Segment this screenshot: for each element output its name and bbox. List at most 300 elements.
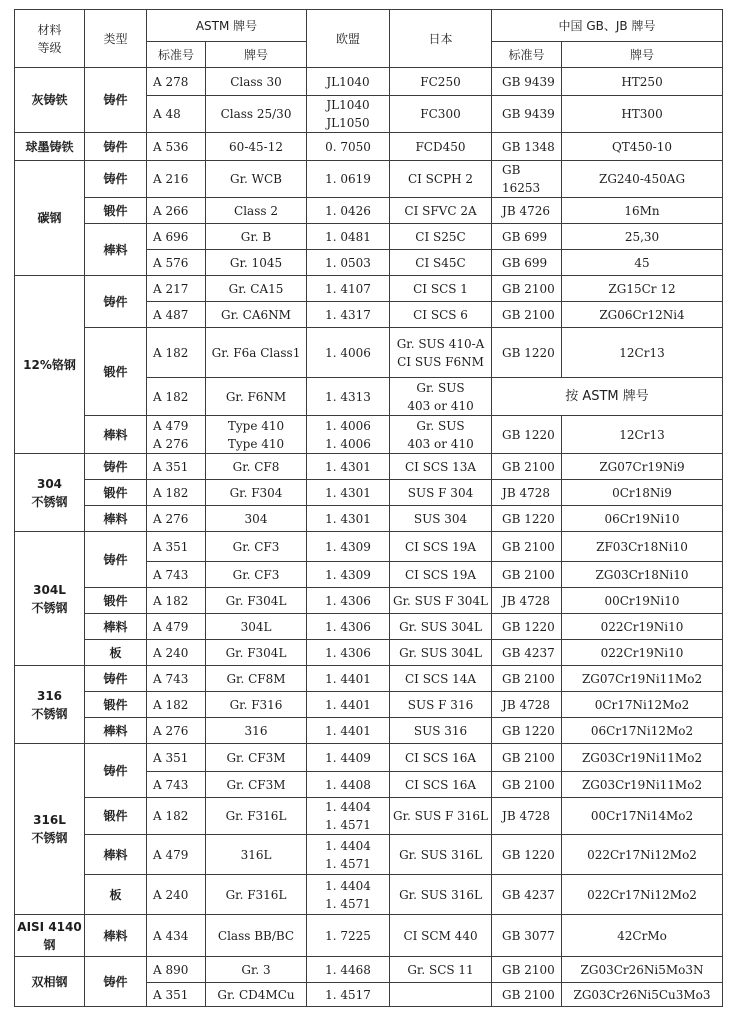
astm-grade-cell xyxy=(206,454,307,480)
astm-std-cell-text: A 743 xyxy=(153,671,189,686)
astm-grade-cell-text: Class 25/30 xyxy=(220,107,292,121)
jp-grade-cell xyxy=(390,562,492,588)
astm-grade-cell-text: Gr. 1045 xyxy=(229,255,283,270)
astm-grade-cell-text: 60-45-12 xyxy=(229,139,283,154)
cn-grade-cell-text: 022Cr19Ni10 xyxy=(600,645,684,660)
product-type-cell xyxy=(85,915,147,957)
eu-grade-cell xyxy=(307,875,390,915)
product-type-cell-text: 棒料 xyxy=(103,847,128,862)
header-type: 类型 xyxy=(85,10,147,68)
cn-std-cell xyxy=(492,983,562,1007)
eu-grade-cell-text: 0. 7050 xyxy=(325,139,371,154)
product-type-cell-text: 锻件 xyxy=(103,203,128,218)
cn-std-cell-text: GB 2100 xyxy=(502,459,555,474)
cn-grade-cell-text: 022Cr19Ni10 xyxy=(600,619,684,634)
cn-std-cell xyxy=(492,798,562,835)
product-type-cell-text: 棒料 xyxy=(103,427,128,442)
eu-grade-cell-text: 1. 0503 xyxy=(325,255,371,270)
astm-std-cell-text: A 743 xyxy=(153,777,189,792)
cn-std-cell-text: GB 16253 xyxy=(502,163,541,195)
table-row xyxy=(15,875,723,915)
material-group-cell-text: AISI 4140 钢 xyxy=(17,919,82,952)
astm-grade-cell-text: Gr. F316 xyxy=(229,697,283,712)
astm-grade-cell-text: Class BB/BC xyxy=(217,928,295,943)
material-group-cell xyxy=(15,666,85,744)
astm-std-cell-text: A 182 xyxy=(153,345,189,360)
header-cn: 中国 GB、JB 牌号 xyxy=(492,10,723,42)
cn-grade-cell-text: ZG06Cr12Ni4 xyxy=(599,307,685,322)
astm-std-cell xyxy=(147,480,206,506)
product-type-cell-text: 棒料 xyxy=(103,723,128,738)
astm-grade-cell xyxy=(206,666,307,692)
header-astm: ASTM 牌号 xyxy=(147,10,307,42)
table-row xyxy=(15,614,723,640)
astm-grade-cell-text: Gr. B xyxy=(240,229,272,244)
astm-std-cell xyxy=(147,875,206,915)
jp-grade-cell xyxy=(390,614,492,640)
jp-grade-cell-text: CI SCS 13A xyxy=(404,459,477,474)
product-type-cell xyxy=(85,133,147,161)
cn-std-cell xyxy=(492,875,562,915)
eu-grade-cell-text: 1. 0481 xyxy=(325,229,371,244)
jp-grade-cell xyxy=(390,588,492,614)
cn-grade-cell xyxy=(562,772,723,798)
product-type-cell-text: 锻件 xyxy=(103,364,128,379)
cn-std-cell xyxy=(492,692,562,718)
eu-grade-cell-text: 1. 4517 xyxy=(325,987,371,1002)
jp-grade-cell xyxy=(390,744,492,772)
astm-grade-cell xyxy=(206,506,307,532)
cn-grade-cell-text: HT250 xyxy=(621,74,663,89)
table-row xyxy=(15,692,723,718)
astm-std-cell xyxy=(147,378,206,416)
astm-grade-cell xyxy=(206,692,307,718)
astm-std-cell-text: A 276 xyxy=(153,511,189,526)
jp-grade-cell xyxy=(390,915,492,957)
astm-grade-cell xyxy=(206,302,307,328)
cn-std-cell-text: GB 3077 xyxy=(502,928,555,943)
astm-std-cell-text: A 48 xyxy=(153,107,181,121)
eu-grade-cell xyxy=(307,835,390,875)
cn-merged-cell xyxy=(492,378,723,416)
eu-grade-cell xyxy=(307,614,390,640)
cn-grade-cell xyxy=(562,835,723,875)
table-row xyxy=(15,416,723,454)
astm-std-cell-text: A 696 xyxy=(153,229,189,244)
cn-std-cell-text: GB 1220 xyxy=(502,345,555,360)
cn-grade-cell-text: 022Cr17Ni12Mo2 xyxy=(587,887,697,902)
eu-grade-cell xyxy=(307,744,390,772)
jp-grade-cell-text: CI SCS 14A xyxy=(404,671,477,686)
astm-std-cell xyxy=(147,276,206,302)
cn-std-cell-text: GB 2100 xyxy=(502,750,555,765)
eu-grade-cell xyxy=(307,562,390,588)
product-type-cell-text: 棒料 xyxy=(103,511,128,526)
product-type-cell xyxy=(85,224,147,276)
header-japan: 日本 xyxy=(390,10,492,68)
jp-grade-cell-text: CI SCPH 2 xyxy=(407,172,474,186)
cn-grade-cell-text: ZG03Cr18Ni10 xyxy=(595,567,689,582)
jp-grade-cell xyxy=(390,68,492,96)
cn-std-cell xyxy=(492,250,562,276)
material-group-cell-text: 碳钢 xyxy=(37,211,62,225)
cn-grade-cell xyxy=(562,250,723,276)
cn-std-cell xyxy=(492,480,562,506)
material-grade-table xyxy=(14,9,723,1007)
material-group-cell-text: 球墨铸铁 xyxy=(25,139,74,154)
material-group-cell xyxy=(15,915,85,957)
jp-grade-cell-text: CI S25C xyxy=(415,229,466,244)
material-group-cell-text: 12%铬钢 xyxy=(23,357,76,372)
eu-grade-cell-text: JL1040 xyxy=(326,74,370,89)
cn-grade-cell xyxy=(562,666,723,692)
astm-std-cell xyxy=(147,666,206,692)
astm-std-cell xyxy=(147,416,206,454)
product-type-cell-text: 锻件 xyxy=(103,485,128,500)
cn-grade-cell xyxy=(562,416,723,454)
product-type-cell xyxy=(85,328,147,416)
astm-std-cell xyxy=(147,562,206,588)
cn-grade-cell xyxy=(562,614,723,640)
cn-std-cell xyxy=(492,772,562,798)
cn-std-cell-text: GB 1220 xyxy=(502,427,555,442)
cn-grade-cell xyxy=(562,744,723,772)
table-row xyxy=(15,133,723,161)
astm-grade-cell xyxy=(206,198,307,224)
astm-grade-cell xyxy=(206,276,307,302)
astm-grade-cell-text: Gr. F304L xyxy=(225,593,287,608)
astm-grade-cell-text: Gr. F316L xyxy=(225,809,287,823)
astm-grade-cell xyxy=(206,772,307,798)
astm-grade-cell xyxy=(206,133,307,161)
product-type-cell-text: 棒料 xyxy=(103,619,128,634)
astm-grade-cell xyxy=(206,798,307,835)
eu-grade-cell-text: 1. 4006 1. 4006 xyxy=(325,418,371,451)
astm-grade-cell-text: 316 xyxy=(244,723,268,738)
cn-grade-cell xyxy=(562,68,723,96)
material-group-cell-text: 双相钢 xyxy=(31,974,68,989)
astm-std-cell-text: A 479 xyxy=(153,619,189,634)
table-row xyxy=(15,835,723,875)
eu-grade-cell xyxy=(307,378,390,416)
product-type-cell xyxy=(85,416,147,454)
jp-grade-cell xyxy=(390,532,492,562)
cn-std-cell xyxy=(492,161,562,198)
cn-std-cell xyxy=(492,328,562,378)
product-type-cell-text: 铸件 xyxy=(103,139,128,154)
astm-grade-cell-text: Class 30 xyxy=(230,74,282,89)
jp-grade-cell-text: Gr. SCS 11 xyxy=(407,962,474,977)
cn-std-cell-text: GB 2100 xyxy=(502,539,555,554)
cn-grade-cell-text: ZG240-450AG xyxy=(598,172,686,186)
jp-grade-cell xyxy=(390,798,492,835)
cn-std-cell-text: GB 2100 xyxy=(502,671,555,686)
eu-grade-cell-text: 1. 4301 xyxy=(325,511,371,526)
cn-grade-cell-text: HT300 xyxy=(621,107,663,121)
eu-grade-cell-text: 1. 4006 xyxy=(325,345,371,360)
product-type-cell xyxy=(85,276,147,328)
eu-grade-cell xyxy=(307,328,390,378)
material-group-cell-text: 316L 不锈钢 xyxy=(31,813,68,845)
cn-std-cell-text: GB 699 xyxy=(502,229,548,244)
eu-grade-cell xyxy=(307,480,390,506)
table-row xyxy=(15,640,723,666)
cn-std-cell xyxy=(492,416,562,454)
eu-grade-cell xyxy=(307,506,390,532)
product-type-cell-text: 铸件 xyxy=(103,93,128,107)
astm-grade-cell-text: Gr. F316L xyxy=(225,887,287,902)
eu-grade-cell-text: 1. 4404 1. 4571 xyxy=(325,878,371,911)
astm-std-cell-text: A 479 A 276 xyxy=(153,418,189,451)
eu-grade-cell xyxy=(307,692,390,718)
cn-grade-cell xyxy=(562,506,723,532)
jp-grade-cell-text: CI SCS 16A xyxy=(404,750,477,765)
astm-grade-cell-text: Gr. CF8 xyxy=(232,459,280,474)
cn-grade-cell xyxy=(562,302,723,328)
astm-std-cell-text: A 479 xyxy=(153,847,189,862)
cn-std-cell-text: JB 4728 xyxy=(502,697,550,712)
cn-std-cell xyxy=(492,640,562,666)
astm-std-cell-text: A 182 xyxy=(153,697,189,712)
product-type-cell xyxy=(85,875,147,915)
cn-std-cell xyxy=(492,68,562,96)
jp-grade-cell xyxy=(390,302,492,328)
cn-std-cell-text: GB 1348 xyxy=(502,139,555,154)
header-cn-std-no: 标准号 xyxy=(492,42,562,68)
eu-grade-cell-text: 1. 4301 xyxy=(325,459,371,474)
jp-grade-cell xyxy=(390,96,492,133)
jp-grade-cell xyxy=(390,718,492,744)
eu-grade-cell-text: 1. 4468 xyxy=(325,962,371,977)
table-row xyxy=(15,68,723,96)
astm-std-cell-text: A 240 xyxy=(153,645,189,660)
cn-grade-cell xyxy=(562,532,723,562)
jp-grade-cell-text: CI SCS 19A xyxy=(404,539,477,554)
cn-grade-cell xyxy=(562,983,723,1007)
eu-grade-cell xyxy=(307,718,390,744)
jp-grade-cell xyxy=(390,198,492,224)
eu-grade-cell xyxy=(307,161,390,198)
cn-grade-cell-text: ZG03Cr26Ni5Mo3N xyxy=(580,962,704,977)
jp-grade-cell xyxy=(390,328,492,378)
cn-std-cell-text: GB 9439 xyxy=(502,74,555,89)
product-type-cell-text: 铸件 xyxy=(103,459,128,474)
astm-grade-cell-text: Type 410 Type 410 xyxy=(227,418,285,451)
cn-std-cell xyxy=(492,276,562,302)
jp-grade-cell xyxy=(390,416,492,454)
astm-std-cell xyxy=(147,957,206,983)
table-row xyxy=(15,915,723,957)
cn-std-cell xyxy=(492,718,562,744)
cn-std-cell-text: GB 2100 xyxy=(502,567,555,582)
eu-grade-cell-text: 1. 4306 xyxy=(325,645,371,660)
eu-grade-cell xyxy=(307,276,390,302)
cn-std-cell-text: JB 4728 xyxy=(502,485,550,500)
astm-grade-cell xyxy=(206,224,307,250)
material-group-cell-text: 316 不锈钢 xyxy=(31,688,68,721)
cn-std-cell-text: JB 4726 xyxy=(502,203,550,218)
material-group-cell xyxy=(15,133,85,161)
jp-grade-cell xyxy=(390,133,492,161)
astm-std-cell xyxy=(147,302,206,328)
jp-grade-cell xyxy=(390,506,492,532)
astm-grade-cell xyxy=(206,640,307,666)
cn-std-cell xyxy=(492,915,562,957)
astm-std-cell xyxy=(147,588,206,614)
cn-grade-cell xyxy=(562,588,723,614)
eu-grade-cell-text: 1. 0619 xyxy=(325,172,371,186)
header-cn-grade: 牌号 xyxy=(562,42,723,68)
product-type-cell-text: 板 xyxy=(109,887,122,902)
cn-grade-cell-text: 12Cr13 xyxy=(619,427,665,442)
cn-std-cell xyxy=(492,957,562,983)
astm-std-cell xyxy=(147,133,206,161)
eu-grade-cell xyxy=(307,983,390,1007)
cn-grade-cell-text: 25,30 xyxy=(624,229,660,244)
jp-grade-cell-text: CI SFVC 2A xyxy=(404,203,477,218)
cn-std-cell-text: GB 2100 xyxy=(502,307,555,322)
astm-std-cell-text: A 182 xyxy=(153,593,189,608)
astm-grade-cell xyxy=(206,250,307,276)
eu-grade-cell xyxy=(307,640,390,666)
astm-std-cell xyxy=(147,454,206,480)
eu-grade-cell xyxy=(307,133,390,161)
astm-grade-cell xyxy=(206,378,307,416)
astm-std-cell xyxy=(147,161,206,198)
material-group-cell xyxy=(15,454,85,532)
cn-grade-cell xyxy=(562,133,723,161)
header-astm-std-no: 标准号 xyxy=(147,42,206,68)
cn-std-cell-text: GB 1220 xyxy=(502,511,555,526)
eu-grade-cell xyxy=(307,224,390,250)
material-group-cell-text: 灰铸铁 xyxy=(31,93,68,107)
table-row xyxy=(15,506,723,532)
table-row xyxy=(15,480,723,506)
cn-grade-cell xyxy=(562,480,723,506)
astm-std-cell xyxy=(147,68,206,96)
cn-grade-cell-text: 12Cr13 xyxy=(619,345,665,360)
cn-grade-cell-text: 45 xyxy=(634,255,650,270)
cn-grade-cell-text: 06Cr19Ni10 xyxy=(604,511,680,526)
eu-grade-cell xyxy=(307,915,390,957)
cn-grade-cell xyxy=(562,224,723,250)
astm-std-cell-text: A 351 xyxy=(153,750,189,765)
astm-grade-cell xyxy=(206,915,307,957)
jp-grade-cell-text: SUS F 304 xyxy=(407,485,474,500)
header-material-grade xyxy=(15,10,85,68)
astm-grade-cell-text: Gr. F304 xyxy=(229,485,283,500)
astm-grade-cell xyxy=(206,96,307,133)
astm-grade-cell-text: Gr. WCB xyxy=(230,172,282,186)
astm-grade-cell xyxy=(206,416,307,454)
jp-grade-cell xyxy=(390,666,492,692)
eu-grade-cell xyxy=(307,96,390,133)
astm-std-cell xyxy=(147,532,206,562)
eu-grade-cell-text: 1. 4317 xyxy=(325,307,371,322)
table-row xyxy=(15,744,723,772)
astm-std-cell-text: A 351 xyxy=(153,539,189,554)
table-row xyxy=(15,198,723,224)
cn-grade-cell xyxy=(562,640,723,666)
eu-grade-cell xyxy=(307,68,390,96)
eu-grade-cell-text: 1. 4309 xyxy=(325,567,371,582)
astm-std-cell xyxy=(147,692,206,718)
table-row xyxy=(15,718,723,744)
jp-grade-cell-text: Gr. SUS F 316L xyxy=(393,809,489,823)
cn-std-cell xyxy=(492,96,562,133)
cn-grade-cell-text: ZG07Cr19Ni9 xyxy=(599,459,685,474)
astm-grade-cell-text: Gr. CA15 xyxy=(228,281,284,296)
product-type-cell xyxy=(85,480,147,506)
cn-grade-cell-text: 16Mn xyxy=(624,203,660,218)
astm-std-cell-text: A 890 xyxy=(153,962,189,977)
astm-grade-cell-text: Gr. 3 xyxy=(241,962,271,977)
cn-grade-cell-text: 06Cr17Ni12Mo2 xyxy=(590,723,694,738)
cn-grade-cell xyxy=(562,718,723,744)
jp-grade-cell xyxy=(390,983,492,1007)
header-material-grade-text: 材料 等级 xyxy=(37,22,62,55)
cn-std-cell xyxy=(492,835,562,875)
product-type-cell-text: 棒料 xyxy=(103,242,128,257)
table-row xyxy=(15,957,723,983)
eu-grade-cell-text: 1. 4401 xyxy=(325,697,371,712)
astm-grade-cell xyxy=(206,68,307,96)
header-astm-grade: 牌号 xyxy=(206,42,307,68)
cn-grade-cell-text: 0Cr18Ni9 xyxy=(612,485,672,500)
eu-grade-cell xyxy=(307,772,390,798)
product-type-cell-text: 锻件 xyxy=(103,697,128,712)
astm-std-cell xyxy=(147,718,206,744)
jp-grade-cell-text: Gr. SUS 316L xyxy=(399,847,482,862)
astm-grade-cell-text: Gr. F6a Class1 xyxy=(211,345,301,360)
jp-grade-cell-text: Gr. SUS 410-A CI SUS F6NM xyxy=(396,336,485,369)
astm-grade-cell-text: Gr. CF3 xyxy=(232,567,280,582)
astm-std-cell xyxy=(147,250,206,276)
astm-grade-cell-text: Gr. F6NM xyxy=(225,389,287,404)
jp-grade-cell xyxy=(390,250,492,276)
jp-grade-cell xyxy=(390,875,492,915)
jp-grade-cell-text: FC300 xyxy=(420,107,461,121)
table-row xyxy=(15,454,723,480)
cn-grade-cell-text: ZG07Cr19Ni11Mo2 xyxy=(581,671,703,686)
astm-grade-cell xyxy=(206,875,307,915)
cn-std-cell xyxy=(492,133,562,161)
jp-grade-cell xyxy=(390,161,492,198)
jp-grade-cell-text: CI SCS 19A xyxy=(404,567,477,582)
header-eu: 欧盟 xyxy=(307,10,390,68)
astm-std-cell-text: A 351 xyxy=(153,459,189,474)
jp-grade-cell-text: CI SCS 16A xyxy=(404,777,477,792)
jp-grade-cell-text: CI SCM 440 xyxy=(403,928,478,943)
astm-std-cell-text: A 576 xyxy=(153,255,189,270)
product-type-cell-text: 铸件 xyxy=(103,763,128,778)
jp-grade-cell xyxy=(390,692,492,718)
product-type-cell xyxy=(85,666,147,692)
eu-grade-cell xyxy=(307,454,390,480)
product-type-cell xyxy=(85,744,147,798)
jp-grade-cell xyxy=(390,224,492,250)
astm-std-cell xyxy=(147,983,206,1007)
product-type-cell-text: 板 xyxy=(109,645,122,660)
eu-grade-cell-text: 1. 4309 xyxy=(325,539,371,554)
eu-grade-cell xyxy=(307,198,390,224)
astm-grade-cell xyxy=(206,983,307,1007)
cn-grade-cell-text: 022Cr17Ni12Mo2 xyxy=(587,847,697,862)
cn-std-cell xyxy=(492,666,562,692)
cn-grade-cell xyxy=(562,957,723,983)
cn-std-cell-text: GB 2100 xyxy=(502,777,555,792)
astm-std-cell xyxy=(147,640,206,666)
